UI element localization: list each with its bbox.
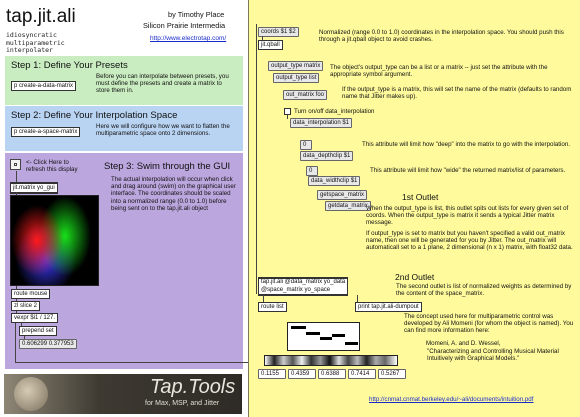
multislider-bar: [306, 332, 320, 335]
taptools-logo: [4, 374, 242, 414]
data-depthclip-message[interactable]: data_depthclip $1: [300, 151, 353, 161]
multislider[interactable]: [287, 322, 360, 351]
step2-description: Here we will configure how we want to flatten the multiparametric space onto 2 dimensions.: [96, 123, 230, 138]
multislider-bar: [332, 334, 345, 337]
weights-display: [264, 355, 398, 366]
patch-cord: [287, 115, 288, 119]
multislider-bar: [320, 337, 332, 340]
outlet2-text: The second outlet is list of normalized weights as determined by the content of the space_matrix.: [396, 283, 572, 298]
interpolation-toggle[interactable]: [284, 108, 291, 115]
concept-note: The concept used here for multiparametric control was developed by Ali Momeni (for whom the object is named). You can find more information here:: [404, 313, 574, 335]
multislider-bar: [291, 326, 306, 329]
width-number-box[interactable]: 0: [306, 166, 318, 176]
depthclip-note: This attribute will limit how "deep" into the matrix to go with the interpolation.: [362, 141, 570, 148]
step2-subpatch-button[interactable]: p create-a-space-matrix: [11, 127, 80, 137]
page-title: tap.jit.ali: [6, 6, 76, 27]
step2-panel: [5, 106, 243, 151]
citation-authors: Momeni, A. and D. Wessel,: [426, 340, 501, 347]
left-panel: [0, 0, 248, 417]
jit-qball-object[interactable]: jit.qball: [258, 40, 283, 50]
website-link[interactable]: http://www.electrotap.com/: [150, 35, 227, 42]
page-subtitle: idiosyncratic multiparametric interpolater: [6, 31, 65, 54]
outlet2-title: 2nd Outlet: [395, 272, 435, 282]
output-type-list-message[interactable]: output_type list: [273, 73, 319, 83]
coords-message-box[interactable]: 0.606299 0.377953: [19, 339, 77, 349]
vexpr-object[interactable]: vexpr $i1 / 127.: [11, 313, 58, 323]
step3-title: Step 3: Swim through the GUI: [104, 161, 231, 172]
depth-number-box[interactable]: 0: [300, 140, 312, 150]
coords-message[interactable]: coords $1 $2: [258, 27, 299, 37]
tap-jit-ali-object[interactable]: [258, 277, 348, 296]
patch-cord: [357, 295, 358, 302]
jit-pwindow-gui[interactable]: [10, 195, 99, 286]
multislider-bar: [345, 342, 358, 345]
logo-name: Tap.Tools: [150, 376, 236, 398]
citation-title: "Characterizing and Controlling Musical Material Intuitively with Graphical Models.": [427, 348, 559, 363]
outlet1-text-b: If output_type is set to matrix but you haven't specified a valid out_matrix name, then one will be generated for you by Jitter. The out_matrix will automaticall set to a 1 plane, 2 dimensional (n x 1) matrix, with float32 data.: [366, 230, 573, 252]
logo-emblem-icon: [14, 377, 48, 411]
prepend-set-object[interactable]: prepend set: [19, 326, 57, 336]
organization: Silicon Prairie Intermedia: [143, 21, 226, 30]
tap-jit-ali-args-line1: tap.jit.ali @data_matrix yo_data: [261, 279, 346, 285]
patch-cord: [256, 24, 257, 294]
patch-cord: [263, 295, 264, 302]
outlet1-text-a: When the output_type is list, this outlet spits out lists for every given set of coords. When the output_type is matrix it sends a typical Jitter matrix message.: [366, 205, 569, 227]
step1-panel: [5, 56, 243, 105]
getspace-matrix-message[interactable]: getspace_matrix: [317, 190, 367, 200]
right-panel: [248, 0, 580, 417]
coords-note: Normalized (range 0.0 to 1.0) coordinates in the interpolation space. You should push this through a jit.qball object to avoid crashes.: [319, 29, 564, 44]
patch-cord: [15, 323, 16, 363]
weight-number-box[interactable]: 0.1155: [258, 369, 286, 379]
refresh-note: <- Click Here to refresh this display: [26, 159, 78, 174]
logo-tagline: for Max, MSP, and Jitter: [145, 400, 220, 407]
patch-cord: [15, 362, 248, 363]
zl-slice-object[interactable]: zl slice 2: [11, 301, 40, 311]
jit-matrix-object[interactable]: jit.matrix yo_gui: [10, 182, 58, 194]
route-mouse-object[interactable]: route mouse: [11, 289, 50, 299]
outlet1-title: 1st Outlet: [402, 192, 439, 202]
widthclip-note: This attribute will limit how "wide" the returned matrix/list of parameters.: [370, 167, 566, 174]
citation-link[interactable]: http://cnmat.cnmat.berkeley.edu/~ali/documents/intuition.pdf: [369, 396, 534, 403]
step1-subpatch-button[interactable]: p create-a-data-matrix: [11, 81, 76, 91]
out-matrix-message[interactable]: out_matrix foo: [283, 90, 327, 100]
output-type-note: The object's output_type can be a list or a matrix -- just set the attribute with the appropriate symbol argument.: [330, 64, 548, 79]
weights-number-row: [258, 369, 406, 379]
refresh-icon: [14, 163, 17, 166]
step1-title: Step 1: Define Your Presets: [11, 60, 128, 71]
getdata-matrix-message[interactable]: getdata_matrix: [325, 201, 371, 211]
step1-description: Before you can interpolate between presets, you must define the presets and create a matrix to store them in.: [96, 73, 229, 95]
data-interpolation-message[interactable]: data_interpolation $1: [290, 118, 352, 128]
print-object[interactable]: print tap.jit.ali-dumpout: [355, 302, 422, 312]
author: by Timothy Place: [168, 10, 225, 19]
weight-number-box[interactable]: 0.7414: [348, 369, 376, 379]
data-widthclip-message[interactable]: data_widthclip $1: [308, 176, 360, 186]
route-list-object[interactable]: route list: [258, 302, 287, 312]
weight-number-box[interactable]: 0.5267: [378, 369, 406, 379]
out-matrix-note: If the output_type is a matrix, this will set the name of the matrix (defaults to random name that Jitter makes up).: [342, 86, 572, 101]
tap-jit-ali-args-line2: @space_matrix yo_space: [261, 286, 331, 293]
refresh-button[interactable]: [10, 159, 21, 170]
step2-title: Step 2: Define Your Interpolation Space: [11, 110, 178, 121]
step3-panel: [5, 153, 243, 369]
weight-number-box[interactable]: 0.4359: [288, 369, 316, 379]
weight-number-box[interactable]: 0.6388: [318, 369, 346, 379]
interpolation-toggle-note: Turn on/off data_interpolation: [294, 108, 375, 115]
step3-description: The actual interpolation will occur when click and drag around (swim) on the graphical user interface. The coordinates should be scaled into a normalized range (0.0 to 1.0) before being sent on to the tap.jit.ali object: [111, 176, 236, 212]
output-type-matrix-message[interactable]: output_type matrix: [268, 61, 323, 71]
